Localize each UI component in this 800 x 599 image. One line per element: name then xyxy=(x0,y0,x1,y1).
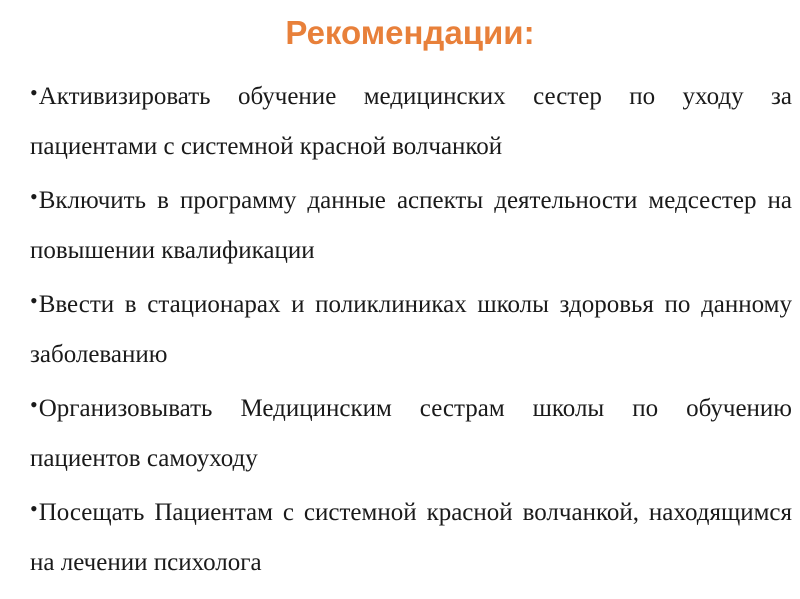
bullet-icon: • xyxy=(30,392,38,417)
list-item-text: Активизировать обучение медицинских сестер по уходу за пациентами с системной красной волчанкой xyxy=(30,83,792,160)
list-item xyxy=(30,276,792,380)
bullet-icon: • xyxy=(30,496,38,521)
bullet-icon: • xyxy=(30,184,38,209)
list-item-text: Включить в программу данные аспекты деятельности медсестер на повышении квалификации xyxy=(30,187,792,264)
list-item xyxy=(30,484,792,588)
list-item xyxy=(30,380,792,484)
list-item-text: Организовывать Медицинским сестрам школы по обучению пациентов самоуходу xyxy=(30,395,792,472)
list-item xyxy=(30,172,792,276)
slide-title: Рекомендации: xyxy=(285,14,535,51)
bullet-icon: • xyxy=(30,80,38,105)
list-item-text: Посещать Пациентам с системной красной волчанкой, находящимся на лечении психолога xyxy=(30,499,792,576)
recommendations-list xyxy=(30,68,792,588)
list-item-text: Ввести в стационарах и поликлиниках школы здоровья по данному заболеванию xyxy=(30,291,792,368)
bullet-icon: • xyxy=(30,288,38,313)
list-item xyxy=(30,68,792,172)
